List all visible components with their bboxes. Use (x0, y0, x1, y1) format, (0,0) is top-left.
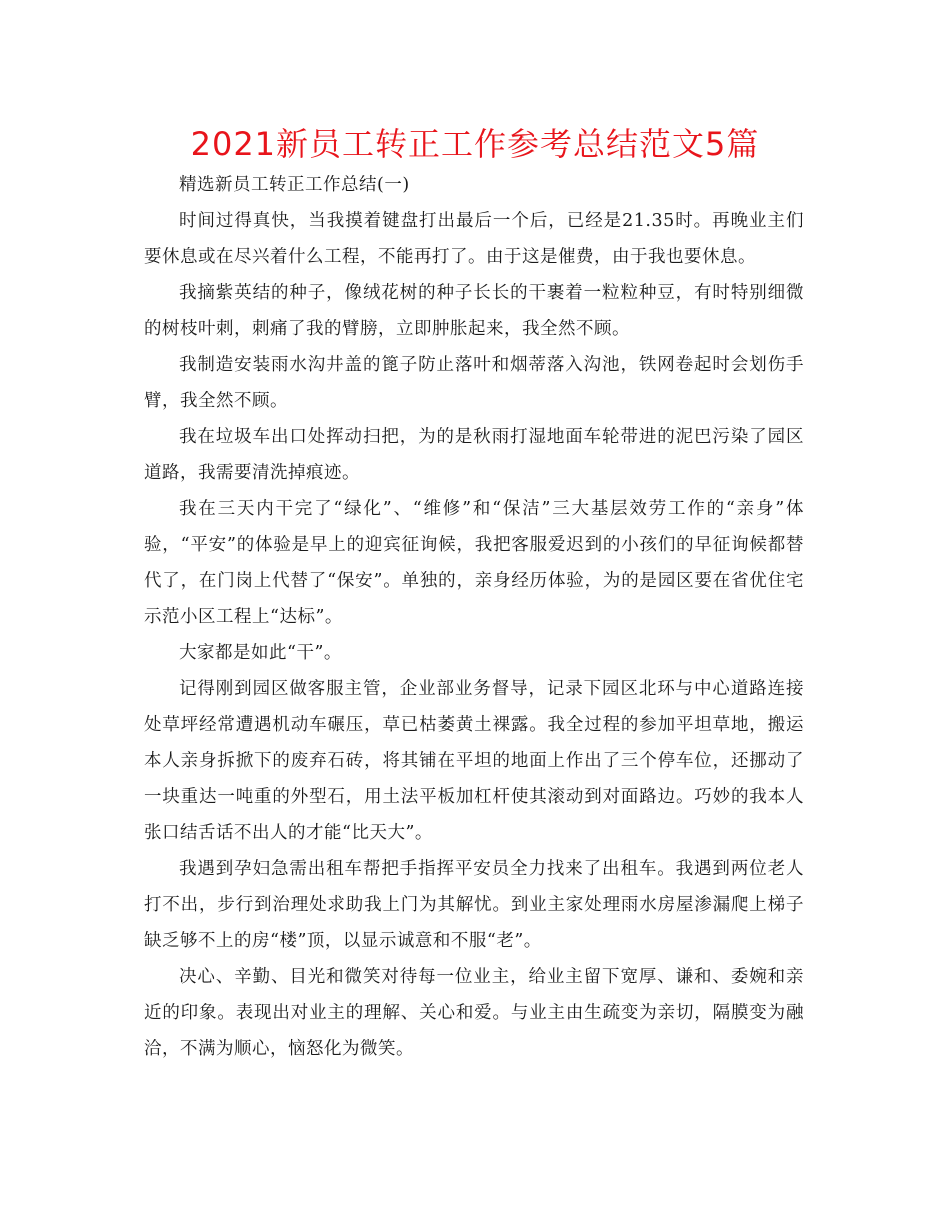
paragraph: 我制造安装雨水沟井盖的篦子防止落叶和烟蒂落入沟池，铁网卷起时会划伤手臂，我全然不顾。 (144, 355, 804, 411)
paragraph: 大家都是如此“干”。 (179, 643, 342, 663)
paragraph: 记得刚到园区做客服主管，企业部业务督导，记录下园区北环与中心道路连接处草坪经常遭遇机动车碾压，草已枯萎黄土裸露。我全过程的参加平坦草地，搬运本人亲身拆掀下的废弃石砖，将其铺在平坦的地面上作出了三个停车位，还挪动了一块重达一吨重的外型石，用土法平板加杠杆使其滚动到对面路边。巧妙的我本人张口结舌话不出人的才能“比天大”。 (144, 679, 804, 843)
paragraph: 决心、辛勤、目光和微笑对待每一位业主，给业主留下宽厚、谦和、委婉和亲近的印象。表现出对业主的理解、关心和爱。与业主由生疏变为亲切，隔膜变为融洽，不满为顺心，恼怒化为微笑。 (144, 967, 804, 1059)
paragraph: 我遇到孕妇急需出租车帮把手指挥平安员全力找来了出租车。我遇到两位老人打不出，步行到治理处求助我上门为其解忧。到业主家处理雨水房屋渗漏爬上梯子缺乏够不上的房“楼”顶，以显示诚意和不服“老”。 (144, 859, 804, 951)
paragraph: 时间过得真快，当我摸着键盘打出最后一个后，已经是21.35时。再晚业主们要休息或在尽兴着什么工程，不能再打了。由于这是催费，由于我也要休息。 (144, 211, 804, 267)
paragraph: 我在垃圾车出口处挥动扫把，为的是秋雨打湿地面车轮带进的泥巴污染了园区道路，我需要清洗掉痕迹。 (144, 427, 804, 483)
document-body (144, 167, 804, 1067)
paragraph: 我摘紫英结的种子，像绒花树的种子长长的干裹着一粒粒种豆，有时特别细微的树枝叶刺，刺痛了我的臂膀，立即肿胀起来，我全然不顾。 (144, 283, 804, 339)
paragraph: 我在三天内干完了“绿化”、“维修”和“保洁”三大基层效劳工作的“亲身”体验，“平安”的体验是早上的迎宾征询候，我把客服爱迟到的小孩们的早征询候都替代了，在门岗上代替了“保安”。单独的，亲身经历体验，为的是园区要在省优住宅示范小区工程上“达标”。 (144, 499, 804, 627)
document-title: 2021新员工转正工作参考总结范文5篇 (190, 125, 760, 163)
section-heading: 精选新员工转正工作总结(一) (179, 175, 410, 195)
